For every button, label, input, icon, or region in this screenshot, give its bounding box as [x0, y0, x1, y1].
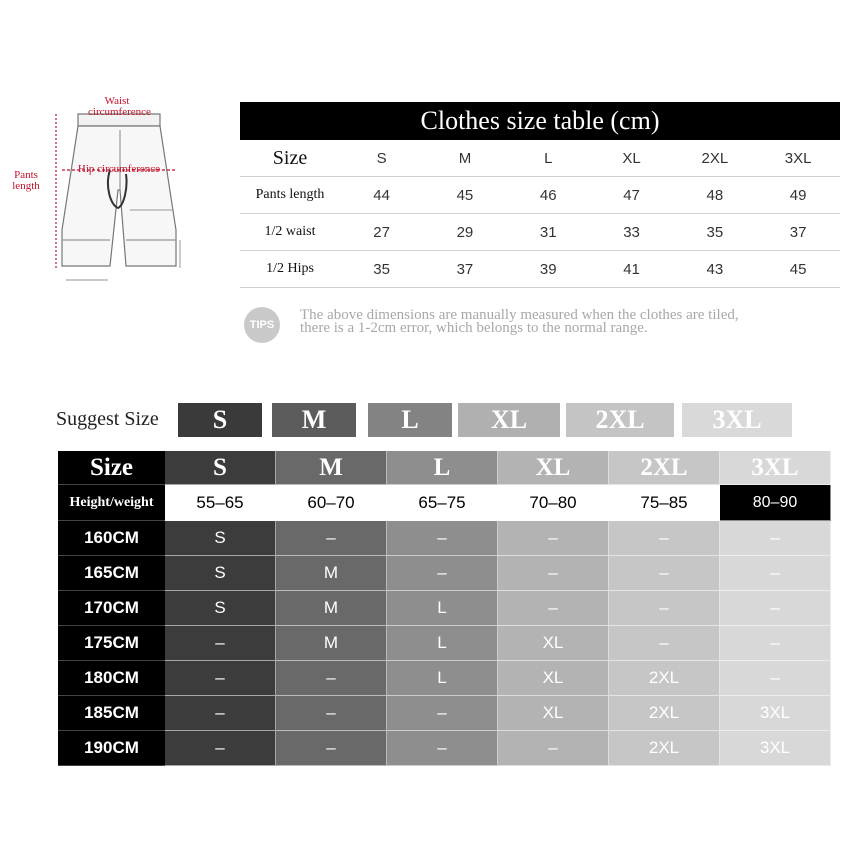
waist-label: Waist circumference — [88, 95, 151, 118]
size-table-title: Clothes size table (cm) — [240, 102, 840, 140]
size-header-cell: S — [376, 149, 387, 167]
size-cell: – — [276, 696, 387, 731]
size-cell: – — [720, 626, 831, 661]
size-cell: XL — [498, 661, 609, 696]
size-cell: – — [609, 521, 720, 556]
size-cell: – — [165, 626, 276, 661]
size-cell: – — [165, 661, 276, 696]
size-cell: 3XL — [720, 731, 831, 766]
weight-range-cell: 55–65 — [165, 485, 276, 521]
height-label: 180CM — [58, 661, 165, 696]
size-cell: – — [165, 731, 276, 766]
size-cell: L — [387, 626, 498, 661]
tips-badge-icon: TIPS — [244, 307, 280, 343]
size-header-cell: L — [544, 149, 553, 167]
size-cell: – — [720, 556, 831, 591]
size-cell: – — [276, 521, 387, 556]
height-label: 185CM — [58, 696, 165, 731]
size-cell: M — [276, 591, 387, 626]
grid-size-header-cell: 2XL — [609, 451, 720, 485]
size-header-cell: XL — [622, 149, 641, 167]
height-label: 165CM — [58, 556, 165, 591]
suggest-size-label: Suggest Size — [56, 408, 159, 430]
grid-weight-header — [58, 485, 832, 521]
size-header-label: Size — [272, 146, 308, 169]
suggest-size-chip: S — [178, 403, 262, 437]
size-cell: – — [498, 556, 609, 591]
row-label: 1/2 waist — [264, 224, 316, 239]
size-cell: M — [276, 556, 387, 591]
suggest-size-chip: 2XL — [566, 403, 674, 437]
weight-range-cell: 70–80 — [498, 485, 609, 521]
size-cell: 2XL — [609, 731, 720, 766]
height-weight-label: Height/weight — [69, 494, 154, 510]
hip-label: Hip circumference — [77, 163, 161, 175]
pants-diagram — [0, 90, 230, 290]
table-cell: 39 — [539, 260, 557, 278]
height-size-grid — [58, 451, 832, 766]
size-header-cell: 3XL — [784, 149, 812, 167]
size-cell: M — [276, 626, 387, 661]
size-cell: – — [276, 731, 387, 766]
table-cell: 27 — [373, 223, 390, 241]
table-row — [58, 661, 832, 696]
size-cell: S — [165, 591, 276, 626]
suggest-size-chip: L — [368, 403, 452, 437]
grid-size-header-cell: M — [276, 451, 387, 485]
size-header-row — [240, 140, 840, 177]
table-cell: 43 — [706, 260, 724, 278]
size-cell: S — [165, 521, 276, 556]
height-label: 175CM — [58, 626, 165, 661]
grid-body — [58, 521, 832, 766]
size-cell: 2XL — [609, 661, 720, 696]
size-header-cell: M — [458, 149, 472, 167]
table-cell: 37 — [456, 260, 474, 278]
table-row — [240, 251, 840, 288]
suggest-size-chip: M — [272, 403, 356, 437]
table-row — [58, 591, 832, 626]
grid-size-header — [58, 451, 832, 485]
size-cell: L — [387, 661, 498, 696]
table-cell: 31 — [539, 223, 557, 241]
grid-hw-label — [58, 485, 165, 521]
table-cell: 35 — [706, 223, 724, 241]
table-row — [58, 626, 832, 661]
size-cell: – — [609, 556, 720, 591]
size-cell: XL — [498, 696, 609, 731]
size-cell: – — [276, 661, 387, 696]
size-cell: – — [720, 521, 831, 556]
size-cell: – — [609, 591, 720, 626]
size-cell: – — [498, 731, 609, 766]
grid-size-label: Size — [58, 451, 165, 485]
pants-length-label: Pants length — [12, 169, 40, 192]
table-cell: 35 — [373, 260, 390, 278]
weight-range-cell: 60–70 — [276, 485, 387, 521]
size-header-cell: 2XL — [701, 149, 729, 167]
table-row — [58, 731, 832, 766]
table-cell: 48 — [706, 186, 724, 204]
size-cell: – — [387, 521, 498, 556]
table-row — [240, 177, 840, 214]
size-cell: – — [720, 661, 831, 696]
row-label: 1/2 Hips — [266, 261, 314, 276]
size-cell: L — [387, 591, 498, 626]
table-cell: 45 — [456, 186, 474, 204]
table-cell: 49 — [789, 186, 807, 204]
table-cell: 33 — [623, 223, 640, 241]
size-cell: – — [387, 556, 498, 591]
clothes-size-table — [240, 102, 840, 288]
size-cell: – — [720, 591, 831, 626]
size-cell: XL — [498, 626, 609, 661]
table-row — [240, 214, 840, 251]
height-label: 170CM — [58, 591, 165, 626]
height-label: 190CM — [58, 731, 165, 766]
table-row — [58, 521, 832, 556]
table-cell: 46 — [539, 186, 557, 204]
table-cell: 37 — [789, 223, 807, 241]
table-cell: 29 — [456, 223, 474, 241]
size-cell: S — [165, 556, 276, 591]
row-label: Pants length — [255, 187, 325, 202]
grid-size-header-cell: XL — [498, 451, 609, 485]
size-cell: – — [498, 591, 609, 626]
table-row — [58, 556, 832, 591]
table-row — [58, 696, 832, 731]
suggest-size-bar — [56, 403, 796, 437]
tips-line-2: there is a 1-2cm error, which belongs to the normal range. — [300, 320, 648, 336]
tips-text — [300, 309, 739, 335]
tips-note — [240, 305, 850, 347]
grid-size-header-cell: S — [165, 451, 276, 485]
grid-size-header-cell: L — [387, 451, 498, 485]
suggest-size-chip: XL — [458, 403, 560, 437]
table-cell: 45 — [789, 260, 807, 278]
size-cell: – — [387, 731, 498, 766]
size-cell: 2XL — [609, 696, 720, 731]
size-cell: – — [498, 521, 609, 556]
size-cell: 3XL — [720, 696, 831, 731]
height-label: 160CM — [58, 521, 165, 556]
table-cell: 47 — [623, 186, 640, 204]
suggest-size-chip: 3XL — [682, 403, 792, 437]
tips-line-1: The above dimensions are manually measured when the clothes are tiled, — [300, 307, 739, 323]
table-cell: 41 — [623, 260, 640, 278]
size-cell: – — [609, 626, 720, 661]
weight-range-cell: 65–75 — [387, 485, 498, 521]
weight-range-cell: 80–90 — [720, 485, 831, 521]
weight-range-cell: 75–85 — [609, 485, 720, 521]
grid-size-header-cell: 3XL — [720, 451, 831, 485]
size-cell: – — [165, 696, 276, 731]
size-cell: – — [387, 696, 498, 731]
table-cell: 44 — [373, 186, 390, 204]
